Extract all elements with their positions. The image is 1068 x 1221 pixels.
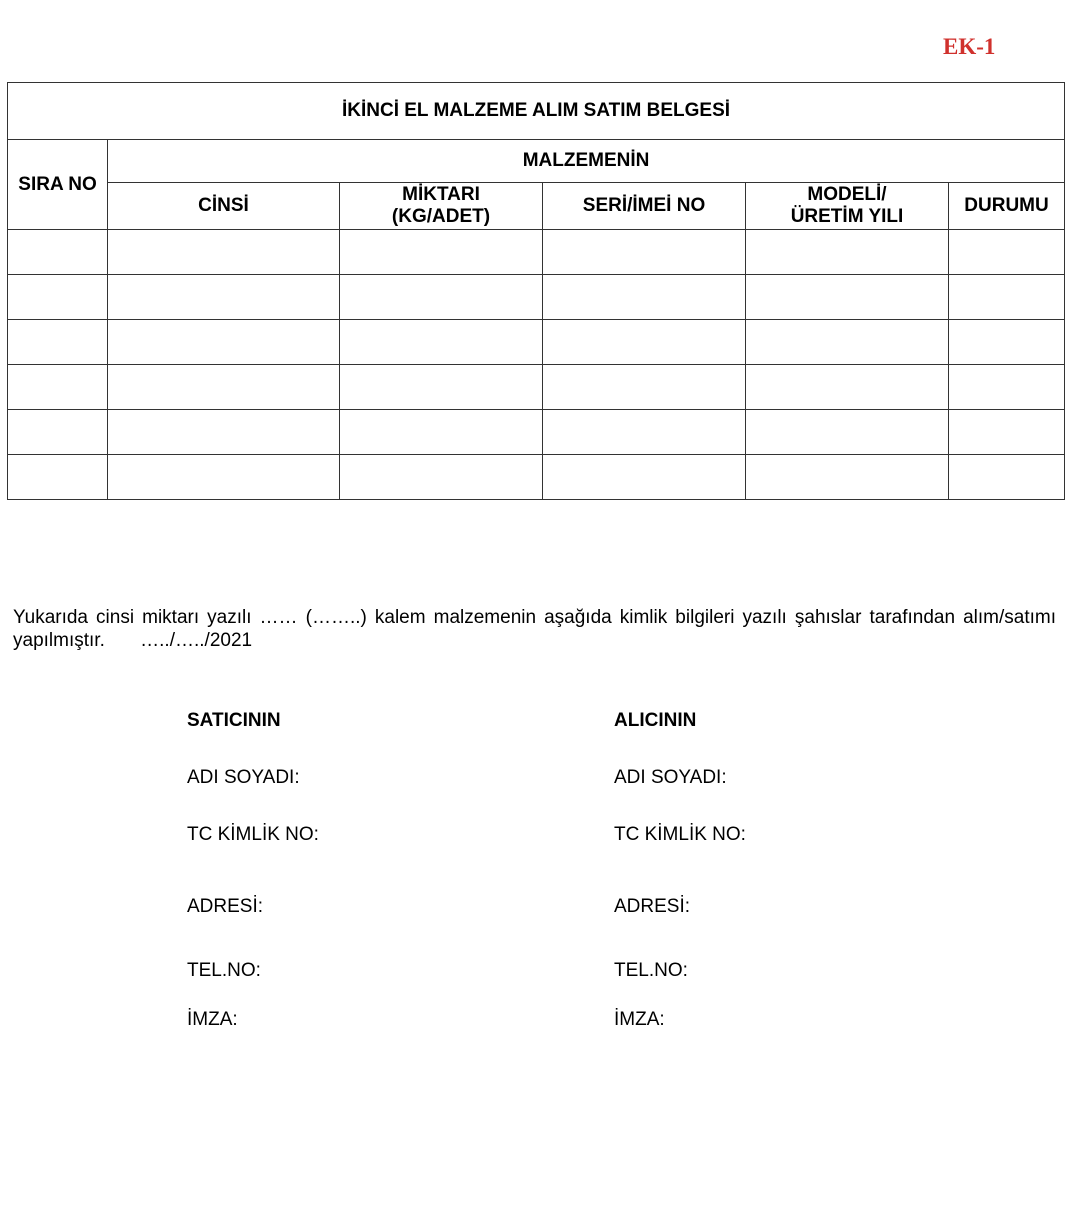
table-row: [8, 455, 1065, 500]
statement-date: …../…../2021: [140, 630, 253, 651]
header-miktari-line2: (KG/ADET): [391, 206, 491, 227]
seller-phone-field: TEL.NO:: [187, 960, 261, 981]
cell[interactable]: [8, 320, 108, 365]
header-cinsi: CİNSİ: [108, 183, 340, 230]
cell[interactable]: [543, 320, 746, 365]
header-seri-imei: SERİ/İMEİ NO: [543, 183, 746, 230]
cell[interactable]: [340, 410, 543, 455]
cell[interactable]: [949, 320, 1065, 365]
cell[interactable]: [340, 365, 543, 410]
table-row: [8, 275, 1065, 320]
cell[interactable]: [949, 455, 1065, 500]
statement-paragraph: [13, 606, 1056, 652]
seller-address-field: ADRESİ:: [187, 896, 264, 917]
cell[interactable]: [108, 230, 340, 275]
buyer-name-field: ADI SOYADI:: [614, 767, 727, 788]
cell[interactable]: [746, 365, 949, 410]
seller-name-field: ADI SOYADI:: [187, 767, 300, 788]
buyer-tc-field: TC KİMLİK NO:: [614, 824, 746, 845]
seller-signature-field: İMZA:: [187, 1009, 238, 1030]
buyer-signature-field: İMZA:: [614, 1009, 665, 1030]
cell[interactable]: [8, 410, 108, 455]
header-modeli-line1: MODELİ/: [807, 184, 887, 205]
cell[interactable]: [746, 275, 949, 320]
seller-tc-field: TC KİMLİK NO:: [187, 824, 319, 845]
annex-label: EK-1: [943, 34, 996, 59]
cell[interactable]: [543, 455, 746, 500]
cell[interactable]: [543, 410, 746, 455]
header-durumu: DURUMU: [949, 183, 1065, 230]
form-title: İKİNCİ EL MALZEME ALIM SATIM BELGESİ: [8, 83, 1065, 140]
cell[interactable]: [543, 230, 746, 275]
header-miktari: [340, 183, 543, 230]
cell[interactable]: [340, 230, 543, 275]
cell[interactable]: [8, 230, 108, 275]
cell[interactable]: [8, 455, 108, 500]
cell[interactable]: [108, 455, 340, 500]
cell[interactable]: [8, 365, 108, 410]
cell[interactable]: [746, 230, 949, 275]
cell[interactable]: [108, 320, 340, 365]
header-modeli: [746, 183, 949, 230]
cell[interactable]: [949, 410, 1065, 455]
table-row: [8, 365, 1065, 410]
cell[interactable]: [543, 275, 746, 320]
header-sira-no: SIRA NO: [8, 140, 108, 230]
header-malzemenin: MALZEMENİN: [108, 140, 1065, 183]
cell[interactable]: [746, 455, 949, 500]
cell[interactable]: [746, 410, 949, 455]
cell[interactable]: [949, 230, 1065, 275]
cell[interactable]: [340, 455, 543, 500]
buyer-phone-field: TEL.NO:: [614, 960, 688, 981]
cell[interactable]: [108, 275, 340, 320]
cell[interactable]: [108, 410, 340, 455]
material-form-table: [7, 82, 1065, 500]
header-miktari-line1: MİKTARI: [402, 184, 480, 205]
buyer-address-field: ADRESİ:: [614, 896, 691, 917]
seller-heading: SATICININ: [187, 710, 281, 731]
cell[interactable]: [746, 320, 949, 365]
header-modeli-line2: ÜRETİM YILI: [790, 206, 904, 227]
cell[interactable]: [949, 275, 1065, 320]
cell[interactable]: [340, 320, 543, 365]
cell[interactable]: [543, 365, 746, 410]
statement-text: Yukarıda cinsi miktarı yazılı …… (……..) kalem malzemenin aşağıda kimlik bilgileri yazılı şahıslar tarafından alım/satımı yapılmıştır.: [13, 607, 1056, 651]
table-row: [8, 410, 1065, 455]
cell[interactable]: [108, 365, 340, 410]
cell[interactable]: [340, 275, 543, 320]
table-row: [8, 230, 1065, 275]
cell[interactable]: [8, 275, 108, 320]
table-row: [8, 320, 1065, 365]
buyer-heading: ALICININ: [614, 710, 697, 731]
cell[interactable]: [949, 365, 1065, 410]
